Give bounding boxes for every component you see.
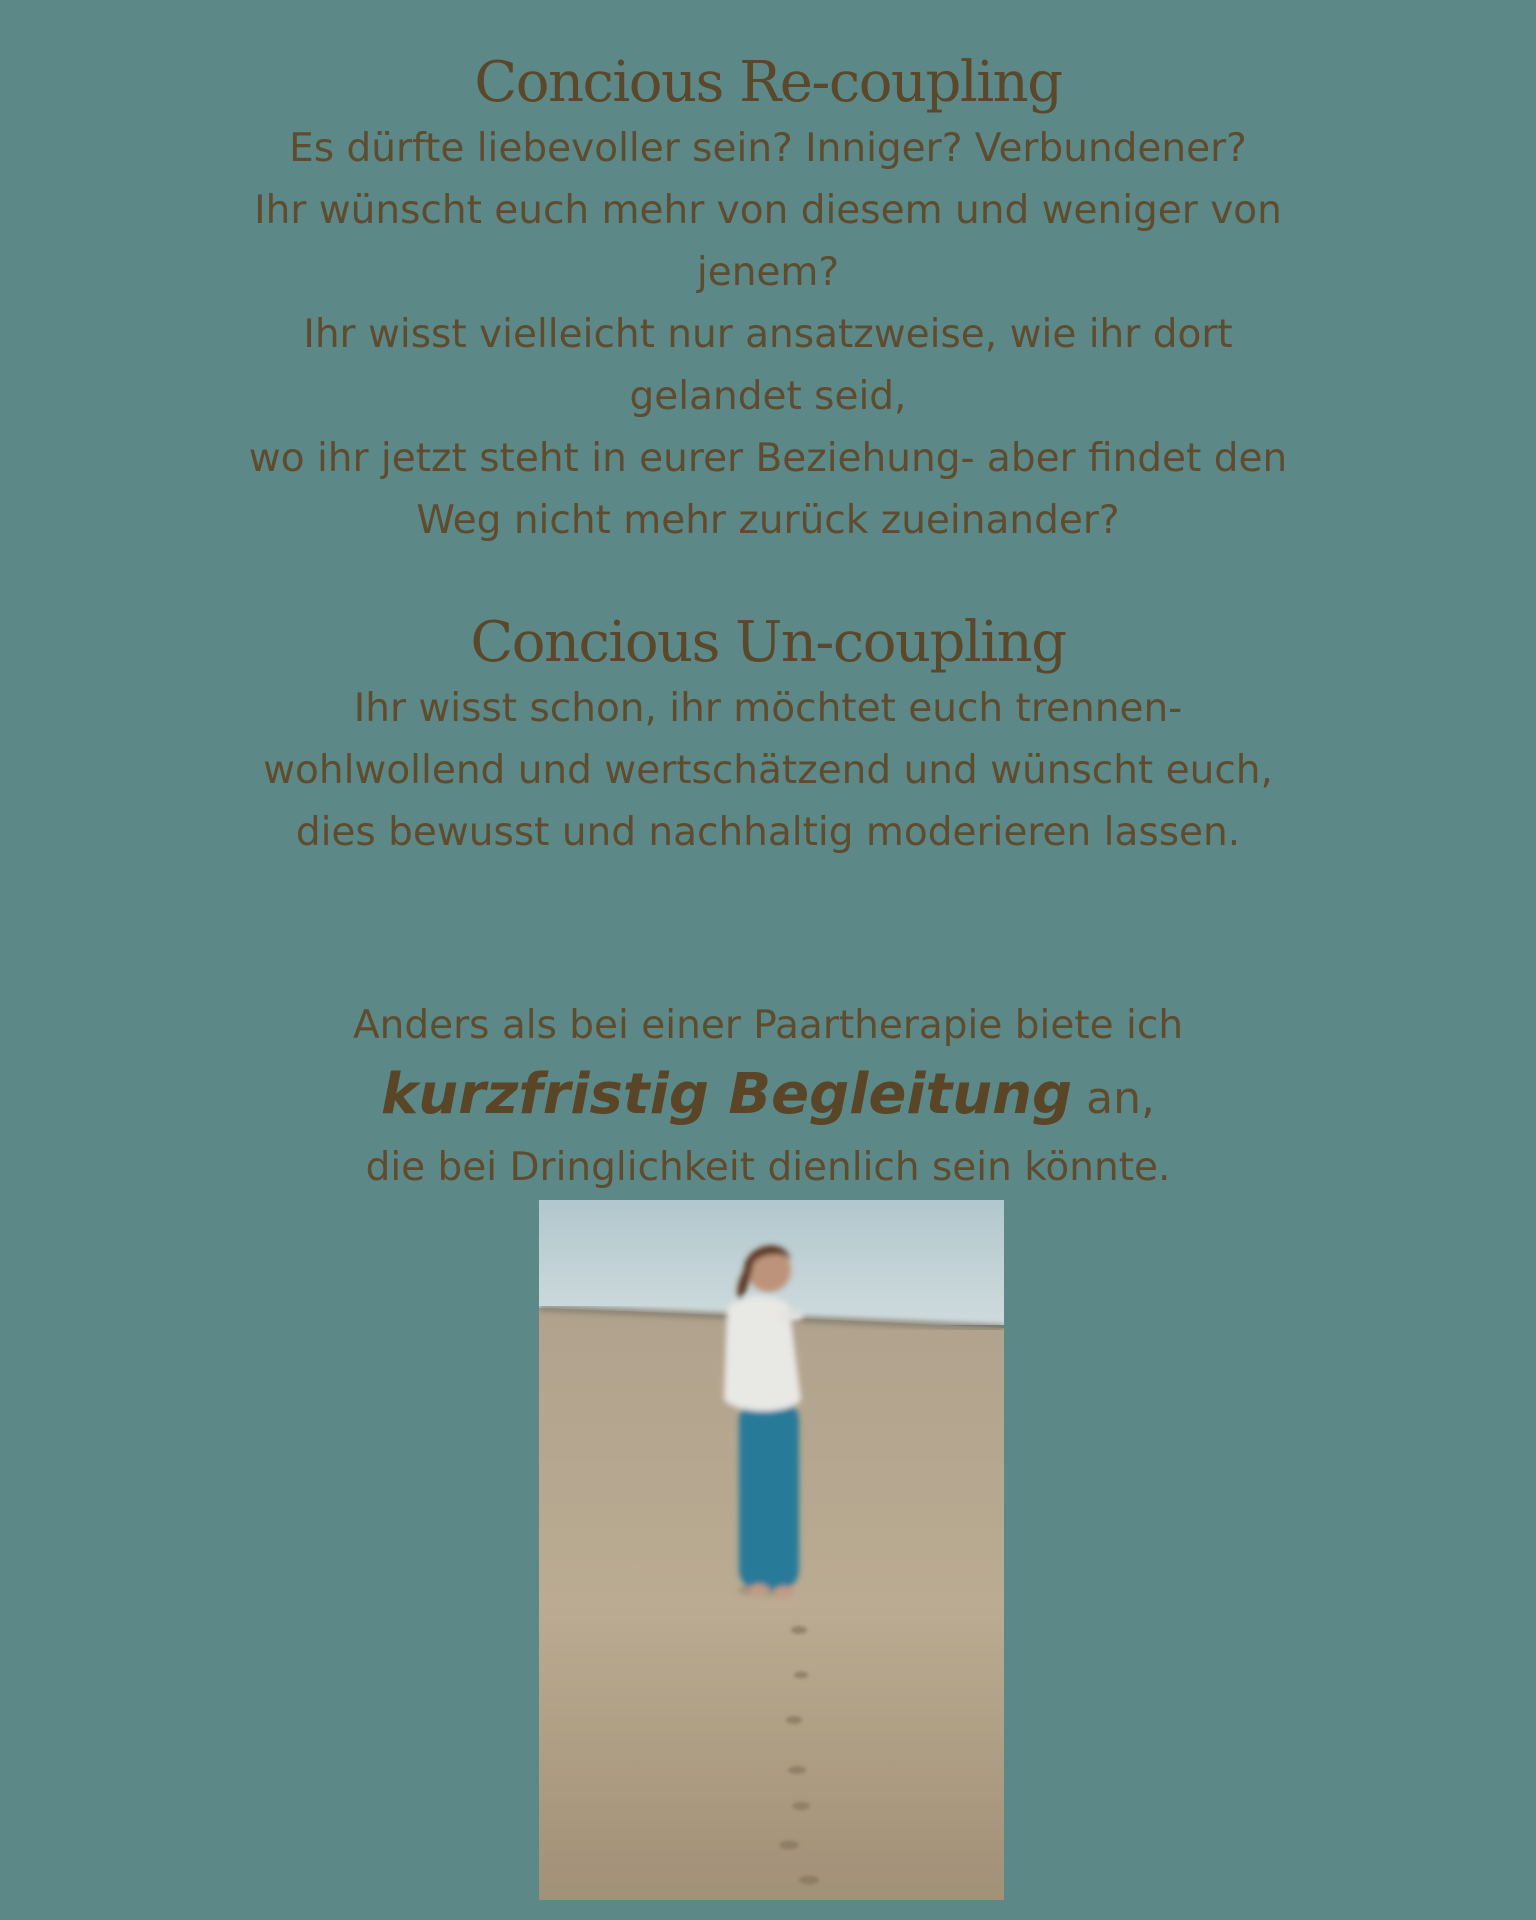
- recoupling-line: wo ihr jetzt steht in eurer Beziehung- aber findet den: [248, 436, 1288, 481]
- offer-line-3: die bei Dringlichkeit dienlich sein könnte.: [365, 1145, 1171, 1190]
- offer-line-1: Anders als bei einer Paartherapie biete ich: [352, 1003, 1184, 1048]
- recoupling-line: Weg nicht mehr zurück zueinander?: [416, 498, 1120, 543]
- beach-photo-image: [539, 1200, 1004, 1900]
- recoupling-title: Concious Re-coupling: [474, 50, 1062, 115]
- offer-emphasis-suffix: an,: [1072, 1073, 1155, 1124]
- uncoupling-text: [0, 678, 1536, 864]
- uncoupling-line: dies bewusst und nachhaltig moderieren lassen.: [295, 810, 1241, 855]
- offer-section: [0, 995, 1536, 1199]
- recoupling-line: Ihr wisst vielleicht nur ansatzweise, wie ihr dort: [303, 312, 1233, 357]
- offer-emphasis: kurzfristig Begleitung: [381, 1062, 1073, 1127]
- recoupling-text: [0, 118, 1536, 552]
- beach-photo: [539, 1200, 1004, 1900]
- uncoupling-line: wohlwollend und wertschätzend und wünscht euch,: [263, 748, 1273, 793]
- offer-emphasis-line: [0, 1057, 1536, 1137]
- uncoupling-title: Concious Un-coupling: [470, 610, 1066, 675]
- uncoupling-section: [0, 608, 1536, 864]
- recoupling-line: Es dürfte liebevoller sein? Inniger? Verbundener?: [289, 126, 1247, 171]
- recoupling-section: [0, 48, 1536, 552]
- uncoupling-line: Ihr wisst schon, ihr möchtet euch trennen-: [353, 686, 1183, 731]
- recoupling-line: gelandet seid,: [629, 374, 907, 419]
- recoupling-line: jenem?: [696, 250, 840, 295]
- recoupling-line: Ihr wünscht euch mehr von diesem und weniger von: [254, 188, 1282, 233]
